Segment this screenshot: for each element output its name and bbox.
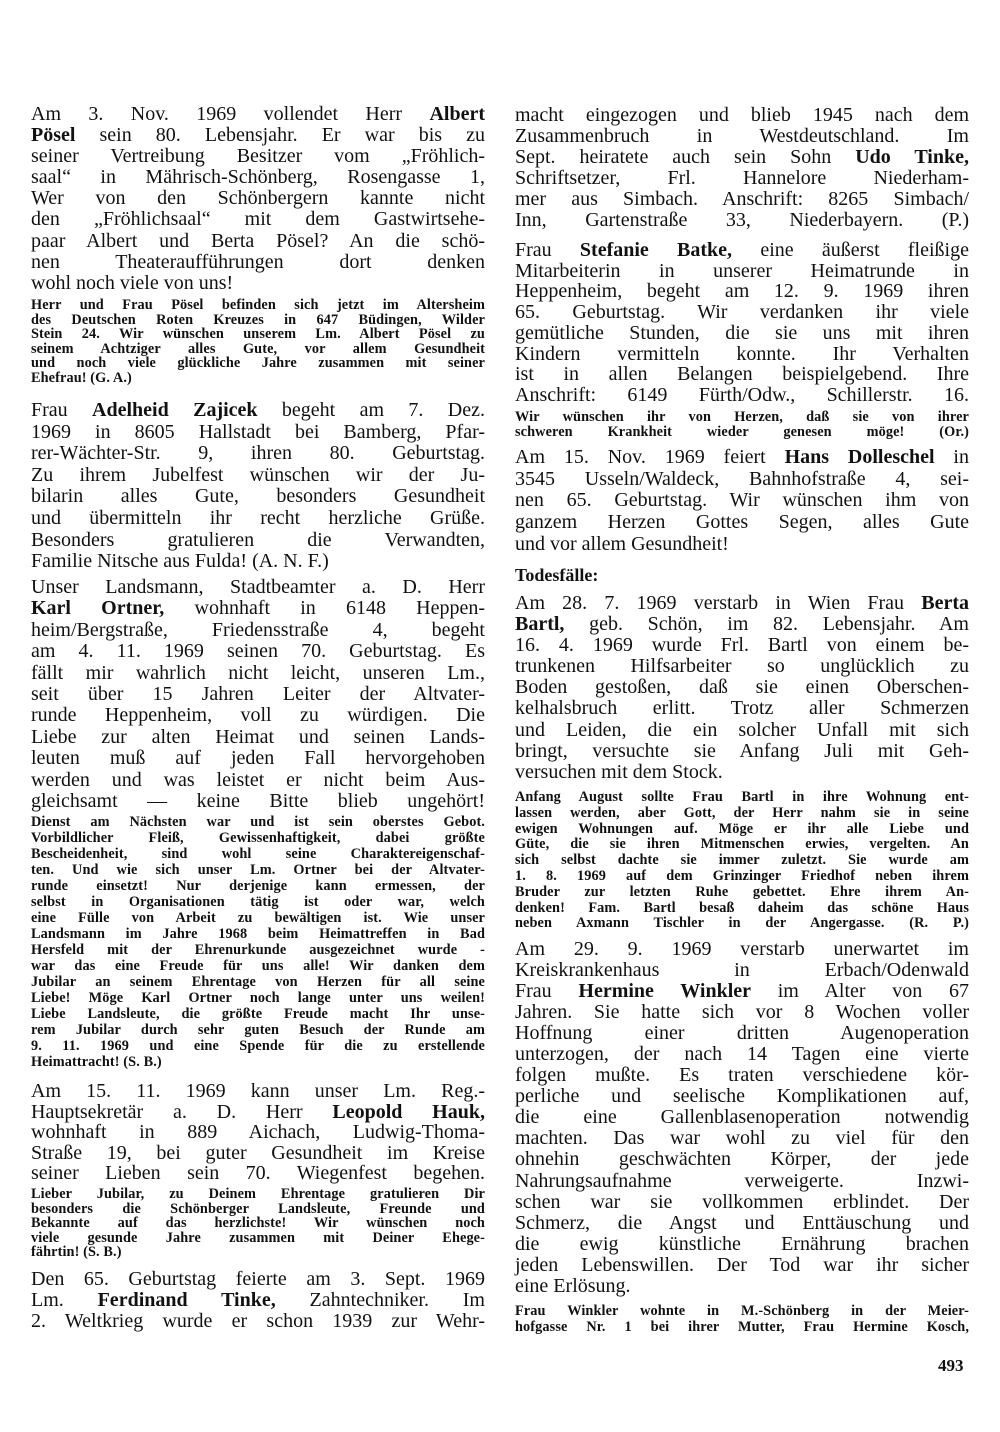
text-span: Hersfeld mit der Ehrenurkunde ausgezeichnet wurde - bbox=[31, 942, 485, 958]
text-line bbox=[515, 469, 969, 491]
text-span: ganzem Herzen Gottes Segen, alles Gute bbox=[515, 511, 969, 534]
text-span: Zahntechniker. Im bbox=[275, 1289, 485, 1311]
text-span: 1. 8. 1969 auf dem Grinzinger Friedhof neben ihrem bbox=[515, 867, 969, 884]
text-span: ohnehin geschwächten Körper, der jede bbox=[515, 1148, 969, 1171]
text-line bbox=[515, 806, 969, 822]
text-line bbox=[31, 400, 485, 422]
text-span: Jubilar an seinem Ehrentage von Herzen für all seine bbox=[31, 974, 485, 990]
text-line bbox=[31, 1187, 485, 1202]
text-line bbox=[515, 147, 969, 168]
text-span: Hauptsekretär a. D. Herr bbox=[31, 1100, 333, 1123]
text-span: leuten muß auf jeden Fall hervorgehoben bbox=[31, 747, 485, 770]
text-line bbox=[515, 822, 969, 838]
text-span: ist in allen Belangen beispielgebend. Ihre bbox=[515, 363, 969, 386]
text-span: eine äußerst fleißige bbox=[732, 239, 969, 261]
text-line bbox=[31, 878, 485, 894]
text-span: Besonders gratulieren die Verwandten, bbox=[31, 528, 485, 551]
text-span: Am 29. 9. 1969 verstarb unerwartet im bbox=[515, 938, 969, 960]
text-line bbox=[515, 105, 969, 126]
text-span: paar Albert und Berta Pösel? An die schö- bbox=[31, 229, 485, 252]
text-line bbox=[31, 1143, 485, 1164]
text-line bbox=[31, 371, 485, 386]
text-span: hofgasse Nr. 1 bei ihrer Mutter, Frau Hermine Kosch, bbox=[515, 1319, 969, 1335]
text-line bbox=[515, 1107, 969, 1128]
text-span: seit über 15 Jahren Leiter der Altvater- bbox=[31, 683, 485, 706]
text-span: seinem Achtziger alles Gute, vor allem Gesundheit bbox=[31, 340, 485, 357]
text-line bbox=[515, 168, 969, 189]
text-line bbox=[31, 577, 485, 598]
text-span: rem Jubilar durch sehr guten Besuch der Runde am bbox=[31, 1022, 485, 1038]
note-paragraph bbox=[515, 1303, 969, 1335]
text-line bbox=[515, 240, 969, 261]
text-line bbox=[515, 960, 969, 981]
text-line bbox=[515, 1255, 969, 1276]
person-name: Leopold Hauk, bbox=[332, 1100, 485, 1123]
text-span: Wer von den Schönbergern kannte nicht bbox=[31, 187, 485, 210]
text-span: Anfang August sollte Frau Bartl in ihre Wohnung ent- bbox=[515, 789, 969, 805]
person-name: Ferdinand Tinke, bbox=[97, 1289, 276, 1311]
text-span: und Leiden, die ein solcher Unfall mit sich bbox=[515, 718, 969, 741]
text-line bbox=[515, 1023, 969, 1044]
text-span: Stein 24. Wir wünschen unserem Lm. Albert Pösel zu bbox=[31, 326, 485, 342]
text-line bbox=[31, 663, 485, 684]
text-span: Liebe Landsleute, die größte Freude macht Ihr unse- bbox=[31, 1006, 485, 1022]
text-line bbox=[31, 1022, 485, 1038]
text-span: wohnhaft in 6148 Heppen- bbox=[164, 597, 486, 620]
text-line bbox=[31, 313, 485, 328]
text-span: Am 15. 11. 1969 kann unser Lm. Reg.- bbox=[31, 1080, 485, 1102]
text-span: ewigen Wohnungen auf. Möge er ihr alle Liebe und bbox=[515, 820, 969, 837]
text-span: Straße 19, bei guter Gesundheit im Kreise bbox=[31, 1141, 485, 1164]
text-span: runde Heppenheim, voll zu würdigen. Die bbox=[31, 704, 485, 727]
text-span: eine Erlösung. bbox=[515, 1274, 631, 1297]
text-line bbox=[31, 188, 485, 209]
article-paragraph bbox=[515, 939, 969, 1297]
text-line bbox=[515, 425, 969, 440]
text-line bbox=[31, 1216, 485, 1231]
text-line bbox=[515, 189, 969, 210]
text-line bbox=[31, 990, 485, 1006]
person-name: Stefanie Batke, bbox=[579, 239, 733, 261]
article-paragraph bbox=[515, 240, 969, 406]
text-span: und noch viele glückliche Jahre zusammen mit seiner bbox=[31, 355, 485, 371]
text-line bbox=[515, 490, 969, 512]
text-line bbox=[31, 926, 485, 942]
text-span: kelhalsbruch erlitt. Trotz aller Schmerzen bbox=[515, 697, 969, 720]
text-span: 16. 4. 1969 wurde Frl. Bartl von einem be- bbox=[515, 634, 969, 657]
text-span: gemütliche Stunden, die sie uns mit ihren bbox=[515, 321, 969, 344]
text-line bbox=[515, 534, 969, 556]
text-line bbox=[31, 684, 485, 705]
text-span: nen Theateraufführungen dort denken bbox=[31, 250, 485, 273]
text-span: Zusammenbruch in Westdeutschland. Im bbox=[515, 125, 969, 147]
text-span: seiner Lieben sein 70. Wiegenfest begehen. bbox=[31, 1162, 485, 1185]
text-line bbox=[31, 298, 485, 313]
text-line bbox=[515, 1192, 969, 1213]
text-span: Anschrift: 6149 Fürth/Odw., Schillerstr. 16. bbox=[515, 383, 969, 406]
text-span: Zu ihrem Jubelfest wünschen wir der Ju- bbox=[31, 463, 485, 486]
text-span: Frau bbox=[31, 399, 93, 421]
text-span: Herr und Frau Pösel befinden sich jetzt im Altersheim bbox=[31, 297, 485, 313]
person-name: Hermine Winkler bbox=[578, 980, 752, 1003]
person-name: Hans Dolleschel bbox=[784, 446, 935, 468]
text-line bbox=[31, 231, 485, 252]
article-paragraph bbox=[31, 104, 485, 294]
text-line bbox=[31, 327, 485, 342]
text-span: eine Fülle von Arbeit zu bewältigen ist. Wie unser bbox=[31, 910, 485, 926]
text-span: begeht am 7. Dez. bbox=[257, 399, 485, 421]
text-span: Bescheidenheit, sind wohl seine Charaktereigenschaf- bbox=[31, 846, 485, 862]
text-line bbox=[31, 1163, 485, 1184]
text-line bbox=[515, 323, 969, 344]
text-line bbox=[515, 762, 969, 783]
text-span: war das eine Freude für uns alle! Wir danken dem bbox=[31, 958, 485, 974]
text-line bbox=[31, 1122, 485, 1143]
text-span: ten. Und wie sich unser Lm. Ortner bei der Altvater- bbox=[31, 862, 485, 878]
text-line bbox=[31, 942, 485, 958]
text-span: Schriftsetzer, Frl. Hannelore Niederham- bbox=[515, 167, 969, 189]
text-line bbox=[515, 385, 969, 406]
person-name: Pösel bbox=[31, 124, 76, 147]
text-span: Am 3. Nov. 1969 vollendet Herr bbox=[31, 103, 430, 125]
text-line bbox=[515, 410, 969, 425]
text-line bbox=[31, 167, 485, 188]
text-span: Familie Nitsche aus Fulda! (A. N. F.) bbox=[31, 550, 329, 573]
text-span: sich selbst dachte sie immer zuletzt. Sie wurde am bbox=[515, 852, 969, 869]
text-span: Lieber Jubilar, zu Deinem Ehrentage gratulieren Dir bbox=[31, 1186, 485, 1202]
section-heading bbox=[515, 565, 969, 586]
text-line bbox=[31, 641, 485, 662]
text-line bbox=[31, 1269, 485, 1290]
text-span: den „Fröhlichsaal“ mit dem Gastwirtsehe- bbox=[31, 208, 485, 231]
text-line bbox=[515, 126, 969, 147]
text-line bbox=[31, 958, 485, 974]
text-line bbox=[515, 1171, 969, 1192]
text-span: Bruder zur letzten Ruhe gebettet. Ehre ihrem An- bbox=[515, 883, 969, 900]
text-line bbox=[31, 551, 485, 573]
text-line bbox=[31, 727, 485, 748]
text-span: mer aus Simbach. Anschrift: 8265 Simbach/ bbox=[515, 188, 969, 210]
text-span: unterzogen, der nach 14 Tagen eine vierte bbox=[515, 1043, 969, 1066]
text-span: geb. Schön, im 82. Lebensjahr. Am bbox=[564, 613, 969, 636]
text-line bbox=[31, 974, 485, 990]
text-span: besonders die Schönberger Landsleute, Freunde und bbox=[31, 1200, 485, 1217]
text-line bbox=[515, 1065, 969, 1086]
text-span: Jahren. Sie hatte sich vor 8 Wochen voller bbox=[515, 1001, 969, 1024]
text-line bbox=[515, 853, 969, 869]
text-line bbox=[31, 620, 485, 641]
text-line bbox=[515, 593, 969, 614]
text-line bbox=[31, 1102, 485, 1123]
note-paragraph bbox=[31, 1187, 485, 1260]
note-paragraph bbox=[515, 410, 969, 440]
text-span: schen war sie vollkommen erblindet. Der bbox=[515, 1190, 969, 1213]
text-span: bringt, versuchte sie Anfang Juli mit Geh- bbox=[515, 739, 969, 762]
text-line bbox=[515, 344, 969, 365]
text-line bbox=[515, 790, 969, 806]
text-span: Inn, Gartenstraße 33, Niederbayern. (P.) bbox=[515, 209, 969, 231]
text-line bbox=[515, 1276, 969, 1297]
text-line bbox=[515, 916, 969, 932]
text-span: Wir wünschen ihr von Herzen, daß sie von ihrer bbox=[515, 409, 969, 425]
text-line bbox=[31, 1231, 485, 1246]
note-paragraph bbox=[31, 814, 485, 1070]
text-line bbox=[31, 273, 485, 294]
text-line bbox=[31, 422, 485, 444]
text-line bbox=[31, 486, 485, 508]
text-span: Heimattracht! (S. B.) bbox=[31, 1054, 162, 1070]
text-line bbox=[515, 741, 969, 762]
text-span: Liebe! Möge Karl Ortner noch lange unter uns weilen! bbox=[31, 990, 485, 1006]
text-line bbox=[31, 125, 485, 146]
text-line bbox=[515, 698, 969, 719]
article-paragraph bbox=[31, 400, 485, 573]
text-span: 9. 11. 1969 und eine Spende für die zu erstellende bbox=[31, 1038, 485, 1054]
text-line bbox=[31, 1081, 485, 1102]
text-line bbox=[31, 814, 485, 830]
text-line bbox=[31, 791, 485, 812]
text-span: 2. Weltkrieg wurde er schon 1939 zur Wehr- bbox=[31, 1310, 485, 1332]
text-line bbox=[515, 1149, 969, 1170]
text-span: die eine Gallenblasenoperation notwendig bbox=[515, 1106, 969, 1129]
text-span: fällt mir wahrlich nicht leicht, unseren Lm., bbox=[31, 661, 485, 684]
text-span: rer-Wächter-Str. 9, ihren 80. Geburtstag. bbox=[31, 442, 485, 465]
text-span: Frau bbox=[515, 239, 580, 261]
text-line bbox=[515, 1128, 969, 1149]
text-span: Vorbildlicher Fleiß, Gewissenhaftigkeit, dabei größte bbox=[31, 830, 485, 846]
text-line bbox=[31, 1054, 485, 1070]
text-span: Dienst am Nächsten war und ist sein oberstes Gebot. bbox=[31, 814, 485, 830]
text-span: Liebe zur alten Heimat und seinen Lands- bbox=[31, 725, 485, 748]
text-span: lassen werden, aber Gott, der Herr nahm sie in seine bbox=[515, 804, 969, 821]
text-line bbox=[31, 748, 485, 769]
person-name: Udo Tinke, bbox=[855, 146, 969, 168]
text-line bbox=[31, 846, 485, 862]
article-paragraph bbox=[31, 577, 485, 812]
text-span: Am 28. 7. 1969 verstarb in Wien Frau bbox=[515, 592, 922, 614]
article-paragraph bbox=[31, 1269, 485, 1332]
text-line bbox=[515, 901, 969, 917]
text-span: Boden gestoßen, daß sie einen Oberschen- bbox=[515, 676, 969, 699]
text-span: bilarin alles Gute, besonders Gesundheit bbox=[31, 485, 485, 508]
person-name: Berta bbox=[921, 592, 969, 614]
text-span: Heppenheim, begeht am 12. 9. 1969 ihren bbox=[515, 280, 969, 303]
text-line bbox=[31, 465, 485, 487]
text-line bbox=[515, 677, 969, 698]
text-line bbox=[31, 598, 485, 619]
text-line bbox=[31, 209, 485, 230]
text-line bbox=[31, 770, 485, 791]
text-line bbox=[515, 1213, 969, 1234]
text-span: denken! Fam. Bartl besaß daheim das schöne Haus bbox=[515, 899, 969, 916]
text-line bbox=[515, 210, 969, 231]
page-number: 493 bbox=[938, 1356, 964, 1375]
text-line bbox=[31, 1006, 485, 1022]
text-line bbox=[31, 910, 485, 926]
text-span: seiner Vertreibung Besitzer vom „Fröhlich- bbox=[31, 145, 485, 168]
person-name: Bartl, bbox=[515, 613, 565, 636]
text-span: runde einsetzt! Nur derjenige kann ermessen, der bbox=[31, 878, 485, 894]
text-line bbox=[515, 981, 969, 1002]
text-line bbox=[515, 1303, 969, 1319]
text-line bbox=[31, 342, 485, 357]
text-span: Kreiskrankenhaus in Erbach/Odenwald bbox=[515, 959, 969, 982]
text-line bbox=[515, 885, 969, 901]
text-line bbox=[31, 146, 485, 167]
article-paragraph bbox=[515, 593, 969, 783]
person-name: Albert bbox=[429, 103, 485, 125]
text-span: perliche und seelische Komplikationen auf, bbox=[515, 1085, 969, 1108]
note-paragraph bbox=[31, 298, 485, 385]
text-span: Landsmann im Jahre 1968 beim Heimattreffen in Bad bbox=[31, 926, 485, 942]
text-line bbox=[31, 1038, 485, 1054]
text-span: folgen mußte. Es traten verschiedene kör- bbox=[515, 1064, 969, 1087]
text-span: gleichsamt — keine Bitte blieb ungehört! bbox=[31, 790, 485, 813]
text-span: jeden Lebenswillen. Der Tod war ihr sicher bbox=[515, 1253, 969, 1276]
text-line bbox=[515, 302, 969, 323]
text-span: Den 65. Geburtstag feierte am 3. Sept. 1969 bbox=[31, 1268, 485, 1290]
text-span: versuchen mit dem Stock. bbox=[515, 760, 723, 783]
text-line bbox=[515, 261, 969, 282]
text-line bbox=[515, 720, 969, 741]
article-paragraph bbox=[515, 105, 969, 231]
text-span: in bbox=[934, 446, 969, 468]
text-span: die ewig künstliche Ernährung brachen bbox=[515, 1232, 969, 1255]
person-name: Karl Ortner, bbox=[31, 597, 165, 620]
text-span: Todesfälle: bbox=[515, 565, 599, 585]
text-span: wohnhaft in 889 Aichach, Ludwig-Thoma- bbox=[31, 1121, 485, 1144]
text-line bbox=[31, 1311, 485, 1332]
text-span: 3545 Usseln/Waldeck, Bahnhofstraße 4, sei- bbox=[515, 467, 969, 490]
text-span: Mitarbeiterin in unserer Heimatrunde in bbox=[515, 259, 969, 282]
text-span: Am 15. Nov. 1969 feiert bbox=[515, 446, 785, 468]
text-span: 1969 in 8605 Hallstadt bei Bamberg, Pfar- bbox=[31, 420, 485, 443]
text-span: Lm. bbox=[31, 1289, 98, 1311]
text-line bbox=[31, 894, 485, 910]
text-span: Frau bbox=[515, 980, 579, 1003]
text-span: neben Axmann Tischler in der Angergasse. (R. P.) bbox=[515, 915, 969, 932]
text-line bbox=[515, 1319, 969, 1335]
text-span: sein 80. Lebensjahr. Er war bis zu bbox=[75, 124, 485, 147]
text-line bbox=[515, 512, 969, 534]
text-span: Nahrungsaufnahme verweigerte. Inzwi- bbox=[515, 1169, 969, 1192]
text-span: am 4. 11. 1969 seinen 70. Geburtstag. Es bbox=[31, 640, 485, 663]
text-span: Frau Winkler wohnte in M.-Schönberg in der Meier- bbox=[515, 1303, 969, 1319]
text-span: des Deutschen Roten Kreuzes in 647 Büdingen, Wilder bbox=[31, 311, 485, 328]
text-line bbox=[515, 656, 969, 677]
text-line bbox=[515, 447, 969, 469]
text-span: wohl noch viele von uns! bbox=[31, 271, 234, 294]
article-paragraph bbox=[515, 447, 969, 556]
text-line bbox=[31, 862, 485, 878]
text-span: Schmerz, die Angst und Enttäuschung und bbox=[515, 1211, 969, 1234]
text-line bbox=[31, 443, 485, 465]
text-span: werden und was leistet er nicht beim Aus- bbox=[31, 768, 485, 791]
text-span: nen 65. Geburtstag. Wir wünschen ihm von bbox=[515, 489, 969, 512]
text-span: macht eingezogen und blieb 1945 nach dem bbox=[515, 104, 969, 126]
text-line bbox=[515, 837, 969, 853]
text-span: Sept. heiratete auch sein Sohn bbox=[515, 146, 856, 168]
text-span: saal“ in Mährisch-Schönberg, Rosengasse 1, bbox=[31, 166, 485, 189]
text-span: Kindern vermitteln konnte. Ihr Verhalten bbox=[515, 342, 969, 365]
text-line bbox=[515, 869, 969, 885]
text-span: heim/Bergstraße, Friedensstraße 4, begeht bbox=[31, 618, 485, 641]
article-paragraph bbox=[31, 1081, 485, 1184]
text-span: trunkenen Hilfsarbeiter so unglücklich zu bbox=[515, 655, 969, 678]
text-line bbox=[515, 1044, 969, 1065]
text-span: machten. Das war wohl zu viel für den bbox=[515, 1127, 969, 1150]
text-line bbox=[515, 635, 969, 656]
text-span: Bekannte auf das herzlichste! Wir wünschen noch bbox=[31, 1215, 485, 1231]
text-line bbox=[31, 508, 485, 530]
text-line bbox=[31, 705, 485, 726]
person-name: Adelheid Zajicek bbox=[92, 399, 258, 421]
text-span: und vor allem Gesundheit! bbox=[515, 532, 729, 555]
text-span: Ehefrau! (G. A.) bbox=[31, 369, 132, 386]
text-line bbox=[31, 530, 485, 552]
text-line bbox=[31, 830, 485, 846]
text-span: Güte, die sie ihren Mitmenschen erwies, vergelten. An bbox=[515, 836, 969, 853]
text-span: Unser Landsmann, Stadtbeamter a. D. Herr bbox=[31, 576, 485, 598]
text-line bbox=[31, 1245, 485, 1260]
text-line bbox=[515, 565, 969, 586]
text-span: Hoffnung einer dritten Augenoperation bbox=[515, 1022, 969, 1045]
text-line bbox=[31, 356, 485, 371]
text-span: fährtin! (S. B.) bbox=[31, 1244, 122, 1260]
text-line bbox=[515, 1002, 969, 1023]
text-span: im Alter von 67 bbox=[751, 980, 969, 1003]
text-span: schweren Krankheit wieder genesen möge! (Or.) bbox=[515, 424, 969, 440]
text-line bbox=[31, 104, 485, 125]
text-line bbox=[31, 252, 485, 273]
text-line bbox=[515, 364, 969, 385]
text-line bbox=[515, 1086, 969, 1107]
text-line bbox=[31, 1290, 485, 1311]
text-line bbox=[515, 614, 969, 635]
text-line bbox=[515, 1234, 969, 1255]
text-line bbox=[515, 939, 969, 960]
text-span: selbst in Organisationen tätig ist oder war, welch bbox=[31, 894, 485, 910]
text-span: 65. Geburtstag. Wir verdanken ihr viele bbox=[515, 301, 969, 324]
note-paragraph bbox=[515, 790, 969, 932]
text-line bbox=[515, 281, 969, 302]
text-line bbox=[31, 1202, 485, 1217]
text-span: und übermitteln ihr recht herzliche Grüße. bbox=[31, 506, 485, 529]
text-span: viele gesunde Jahre zusammen mit Deiner Ehege- bbox=[31, 1229, 485, 1246]
